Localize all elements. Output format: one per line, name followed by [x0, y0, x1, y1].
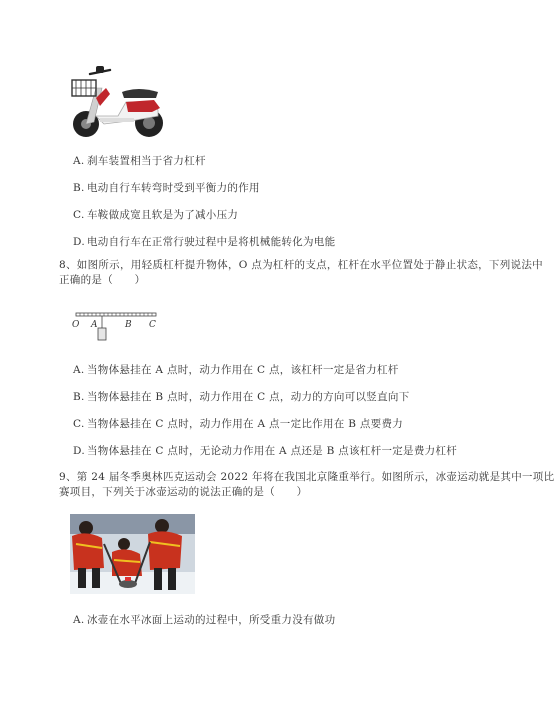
q9-option-a: [73, 613, 335, 627]
option-text: 电动自行车转弯时受到平衡力的作用: [87, 182, 260, 194]
option-text: 当物体悬挂在 C 点时，无论动力作用在 A 点还是 B 点该杠杆一定是费力杠杆: [87, 445, 458, 457]
option-letter: A.: [73, 614, 85, 626]
q9-stem-line2: 赛项目，下列关于冰壶运动的说法正确的是（ ）: [59, 486, 308, 498]
option-letter: D.: [73, 236, 85, 248]
option-text: 当物体悬挂在 C 点时，动力作用在 A 点一定比作用在 B 点要费力: [87, 418, 404, 430]
q8-stem-line1: 8、如图所示，用轻质杠杆提升物体，O 点为杠杆的支点，杠杆在水平位置处于静止状态，下列说法中: [59, 259, 543, 271]
q7-option-a: [73, 154, 206, 168]
option-text: 车鞍做成宽且软是为了减小压力: [87, 209, 239, 221]
option-text: 电动自行车在正常行驶过程中是将机械能转化为电能: [87, 236, 336, 248]
option-text: 刹车装置相当于省力杠杆: [87, 155, 206, 167]
q7-option-b: [73, 181, 260, 195]
q8-option-c: [73, 417, 403, 431]
lever-label-b: B: [125, 320, 132, 330]
q9-stem-line1: 9、第 24 届冬季奥林匹克运动会 2022 年将在我国北京隆重举行。如图所示，冰壶运动就是其中一项比: [59, 471, 554, 483]
option-letter: B.: [73, 182, 85, 194]
option-letter: C.: [73, 418, 85, 430]
option-text: 冰壶在水平冰面上运动的过程中，所受重力没有做功: [87, 614, 336, 626]
option-letter: B.: [73, 391, 85, 403]
option-letter: D.: [73, 445, 85, 457]
option-text: 当物体悬挂在 A 点时，动力作用在 C 点，该杠杆一定是省力杠杆: [87, 364, 399, 376]
lever-label-a: A: [91, 320, 98, 330]
option-letter: A.: [73, 364, 85, 376]
scooter-image: [66, 58, 168, 140]
option-text: 当物体悬挂在 B 点时，动力作用在 C 点，动力的方向可以竖直向下: [87, 391, 410, 403]
q8-option-a: [73, 363, 399, 377]
q7-option-c: [73, 208, 238, 222]
q7-option-d: [73, 235, 335, 249]
lever-label-c: C: [149, 320, 156, 330]
q8-option-b: [73, 390, 410, 404]
option-letter: C.: [73, 209, 85, 221]
q8-option-d: [73, 444, 457, 458]
lever-label-o: O: [72, 320, 80, 330]
lever-diagram: [70, 306, 162, 348]
q8-stem-line2: 正确的是（ ）: [59, 274, 146, 286]
option-letter: A.: [73, 155, 85, 167]
curling-photo: [70, 514, 195, 594]
